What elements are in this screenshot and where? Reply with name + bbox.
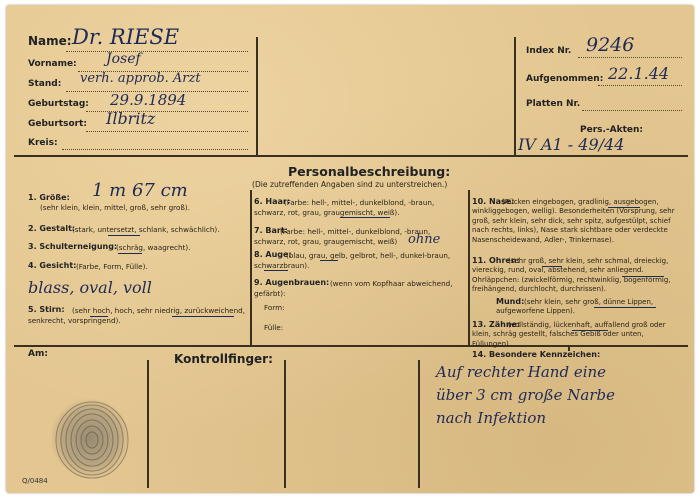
divider-v1 — [256, 37, 258, 155]
remarks-line-2: über 3 cm große Narbe — [436, 386, 615, 404]
ohren-underline-1 — [542, 266, 562, 267]
stand-label: Stand: — [28, 79, 62, 89]
pers-akten-value: IV A1 - 49/44 — [518, 135, 625, 154]
groesse-options: (sehr klein, klein, mittel, groß, sehr groß). — [40, 203, 190, 212]
divider-top — [14, 155, 688, 157]
augenbrauen-label: 9. Augenbrauen: — [254, 278, 330, 287]
zaehne-label: 13. Zähne: — [472, 320, 521, 329]
gestalt-label: 2. Gestalt: — [28, 224, 76, 233]
divider-v3 — [250, 190, 252, 345]
schulter-options: (schräg, waagrecht). — [116, 243, 191, 252]
remarks-line-3: nach Infektion — [436, 409, 547, 427]
auge-underline-1 — [320, 260, 338, 261]
form-label: Form: — [264, 303, 285, 312]
divider-v7 — [418, 360, 420, 488]
stirn-options: (sehr hoch, hoch, sehr niedrig, zurückweichend, senkrecht, vorspringend). — [28, 306, 245, 325]
ohren-underline-2 — [622, 276, 664, 277]
aufgenommen-value: 22.1.44 — [608, 64, 670, 83]
groesse-label: 1. Größe: — [28, 193, 70, 202]
mund-label: Mund: — [496, 297, 525, 306]
nase-label: 10. Nase: — [472, 197, 515, 206]
geburtsort-value: Ilbritz — [106, 109, 156, 128]
kontroll-label: Kontrollfinger: — [174, 352, 273, 366]
gesicht-value: blass, oval, voll — [28, 278, 152, 297]
name-value: Dr. RIESE — [72, 25, 180, 49]
haar-label: 6. Haar: — [254, 197, 291, 206]
mund-underline — [594, 307, 656, 308]
schulter-label: 3. Schulterneigung: — [28, 242, 118, 251]
geburtstag-label: Geburtstag: — [28, 99, 89, 109]
ohren-options: (sehr groß, sehr klein, sehr schmal, dreieckig, viereckig, rund, oval, abstehend, sehr anliegend. Ohrläppchen: (zwickelförmig, rechtwinklig, bogenförmig, freihängend, durchlocht, durchrissen). — [472, 257, 671, 294]
stirn-underline-1 — [90, 316, 108, 317]
gestalt-options: (stark, untersetzt, schlank, schwächlich). — [72, 225, 220, 234]
kreis-line — [62, 149, 248, 150]
aufgenommen-label: Aufgenommen: — [526, 74, 604, 84]
nase-underline — [608, 207, 640, 208]
nase-options: (Rücken eingebogen, gradlinig, ausgebogen, winkliggebogen, wellig). Besonderheiten (Vorsprung, sehr groß, sehr klein, sehr dick, sehr spitz, aufgestülpt, schief nach rechts, links), Nase stark sichtbare oder verdeckte Nasenscheidewand, Adler-, Trinkernase). — [472, 198, 675, 244]
remarks-line-1: Auf rechter Hand eine — [436, 363, 607, 381]
form-number: Q/0484 — [22, 477, 48, 485]
gesicht-label: 4. Gesicht: — [28, 261, 77, 270]
kennzeichen-label: 14. Besondere Kennzeichen: — [472, 350, 601, 359]
auge-underline-2 — [264, 270, 288, 271]
name-label: Name: — [28, 34, 72, 48]
ohren-label: 11. Ohren: — [472, 256, 520, 265]
divider-v2 — [514, 37, 516, 155]
index-label: Index Nr. — [526, 46, 572, 56]
aufgenommen-line — [598, 85, 682, 86]
zaehne-options: (vollständig, lückenhaft, auffallend groß oder klein, schräg gestellt, falsches Gebiß oder unten, Füllungen). — [472, 321, 666, 348]
bart-value: ohne — [408, 232, 441, 247]
kreis-label: Kreis: — [28, 138, 58, 148]
fingerprint-image — [42, 388, 138, 484]
record-card — [6, 5, 694, 493]
auge-options: (blau, grau, gelb, gelbrot, hell-, dunkel-braun, schwarzbraun). — [254, 251, 451, 270]
groesse-value: 1 m 67 cm — [92, 180, 188, 201]
divider-v4 — [468, 190, 470, 345]
stirn-label: 5. Stirn: — [28, 305, 65, 314]
augenbrauen-options: (wenn vom Kopfhaar abweichend, gefärbt): — [254, 279, 453, 298]
geburtsort-label: Geburtsort: — [28, 119, 87, 129]
bart-label: 7. Bart: — [254, 226, 288, 235]
vorname-value: Josef — [106, 51, 141, 67]
personal-subtitle: (Die zutreffenden Angaben sind zu unterstreichen.) — [252, 180, 448, 189]
mund-options: (sehr klein, sehr groß, dünne Lippen, aufgeworfene Lippen). — [496, 298, 654, 316]
pers-akten-label: Pers.-Akten: — [580, 125, 644, 135]
personal-title: Personalbeschreibung: — [288, 164, 451, 179]
geburtstag-value: 29.9.1894 — [110, 91, 187, 109]
index-value: 9246 — [586, 34, 635, 56]
haar-options: (Farbe: hell-, mittel-, dunkelblond, -braun, schwarz, rot, grau, graugemischt, weiß). — [254, 198, 435, 217]
divider-v5 — [147, 360, 149, 488]
vorname-label: Vorname: — [28, 59, 77, 69]
auge-label: 8. Auge: — [254, 250, 292, 259]
index-line — [578, 57, 682, 58]
platten-label: Platten Nr. — [526, 99, 581, 109]
schulter-underline — [118, 253, 142, 254]
zaehne-underline — [572, 330, 608, 331]
haar-underline — [340, 217, 390, 218]
am-label: Am: — [28, 349, 48, 359]
fuelle-label: Fülle: — [264, 323, 284, 332]
geburtsort-line — [86, 131, 248, 132]
gesicht-options: (Farbe, Form, Fülle). — [76, 262, 148, 271]
gestalt-underline — [108, 235, 140, 236]
stirn-underline-2 — [172, 316, 234, 317]
platten-line — [582, 110, 682, 111]
bart-options: (Farbe: hell-, mittel-, dunkelblond, -braun, schwarz, rot, grau, graugemischt, weiß) — [254, 227, 431, 246]
stand-value: verh. approb. Arzt — [80, 71, 201, 86]
divider-v6 — [284, 360, 286, 488]
name-line — [66, 51, 248, 52]
